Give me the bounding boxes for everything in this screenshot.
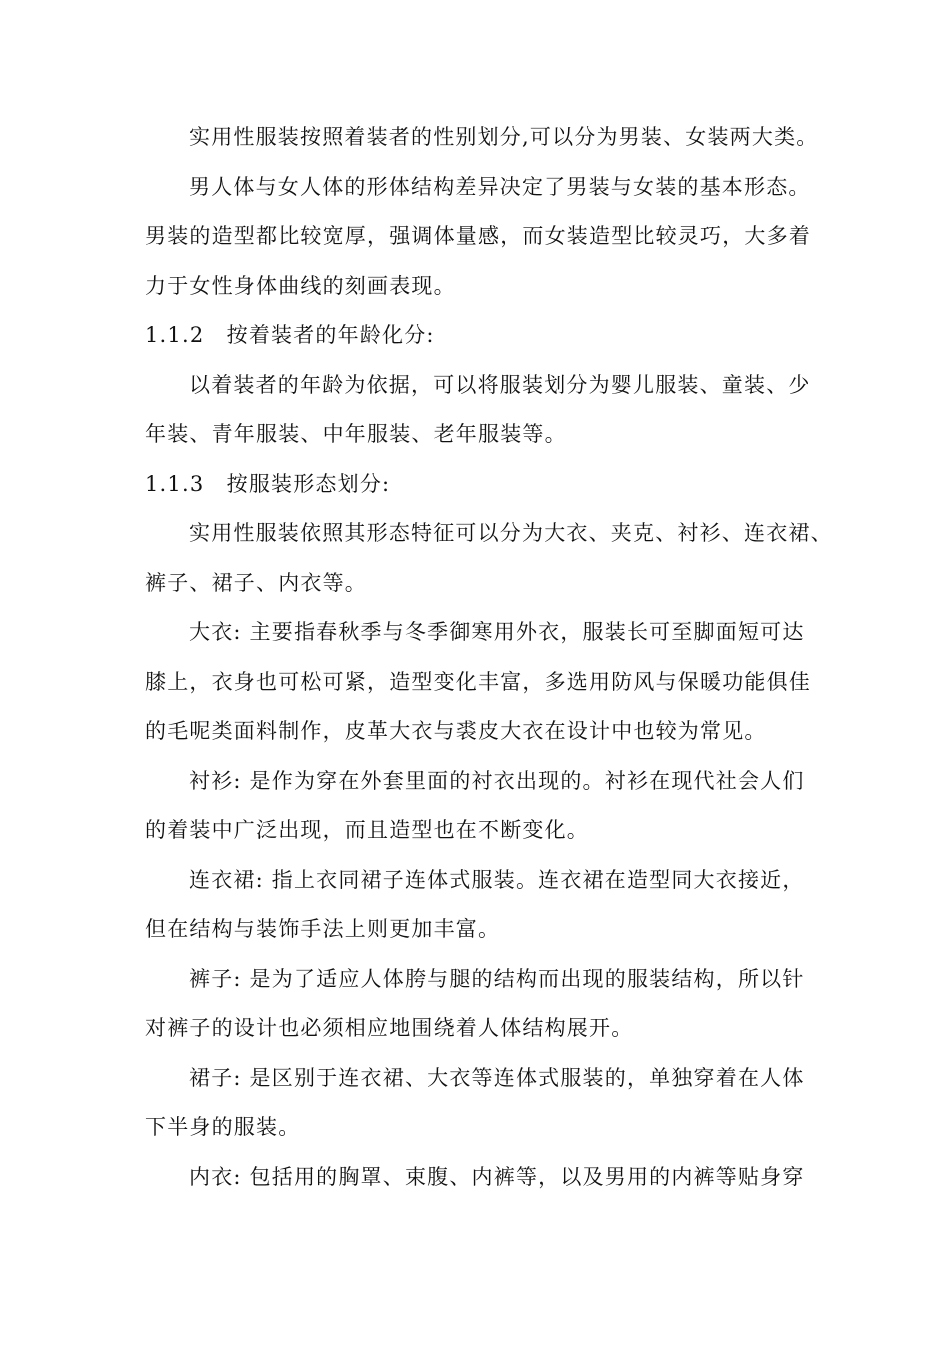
body-text-line: 对裤子的设计也必须相应地围绕着人体结构展开。 bbox=[145, 1016, 634, 1040]
body-text-line: 以着装者的年龄为依据，可以将服装划分为婴儿服装、童装、少 bbox=[189, 372, 811, 397]
body-text-line: 男人体与女人体的形体结构差异决定了男装与女装的基本形态。 bbox=[189, 174, 811, 199]
body-text-line: 实用性服装依照其形态特征可以分为大衣、夹克、衬衫、连衣裙、 bbox=[189, 521, 833, 545]
body-text-line: 但在结构与装饰手法上则更加丰富。 bbox=[145, 917, 501, 941]
body-text-line: 下半身的服装。 bbox=[145, 1115, 301, 1139]
body-text-line: 内衣: 包括用的胸罩、束腹、内裤等，以及男用的内裤等贴身穿 bbox=[189, 1164, 805, 1189]
body-text-line: 大衣: 主要指春秋季与冬季御寒用外衣，服装长可至脚面短可达 bbox=[189, 620, 805, 644]
body-text-line: 年装、青年服装、中年服装、老年服装等。 bbox=[145, 422, 567, 446]
body-text-line: 连衣裙: 指上衣同裙子连体式服装。连衣裙在造型同大衣接近， bbox=[189, 867, 805, 892]
body-text-line: 衬衫: 是作为穿在外套里面的衬衣出现的。衬衫在现代社会人们 bbox=[189, 768, 805, 793]
body-text-line: 裤子: 是为了适应人体胯与腿的结构而出现的服装结构，所以针 bbox=[189, 966, 805, 991]
section-heading-1-1-2: 1.1.2 按着装者的年龄化分: bbox=[145, 323, 435, 347]
body-text-line: 的毛呢类面料制作，皮革大衣与裘皮大衣在设计中也较为常见。 bbox=[145, 719, 767, 743]
body-text-line: 男装的造型都比较宽厚，强调体量感，而女装造型比较灵巧，大多着 bbox=[145, 224, 811, 248]
body-text-line: 裙子: 是区别于连衣裙、大衣等连体式服装的，单独穿着在人体 bbox=[189, 1065, 805, 1090]
body-text-line: 实用性服装按照着装者的性别划分,可以分为男装、女装两大类。 bbox=[189, 125, 819, 149]
document-body bbox=[145, 113, 833, 1202]
section-heading-1-1-3: 1.1.3 按服装形态划分: bbox=[145, 471, 391, 496]
body-text-line: 膝上，衣身也可松可紧，造型变化丰富，多选用防风与保暖功能俱佳 bbox=[145, 669, 811, 694]
body-text-line: 裤子、裙子、内衣等。 bbox=[145, 570, 367, 595]
body-text-line: 的着装中广泛出现，而且造型也在不断变化。 bbox=[145, 818, 589, 842]
body-text-line: 力于女性身体曲线的刻画表现。 bbox=[145, 273, 456, 298]
